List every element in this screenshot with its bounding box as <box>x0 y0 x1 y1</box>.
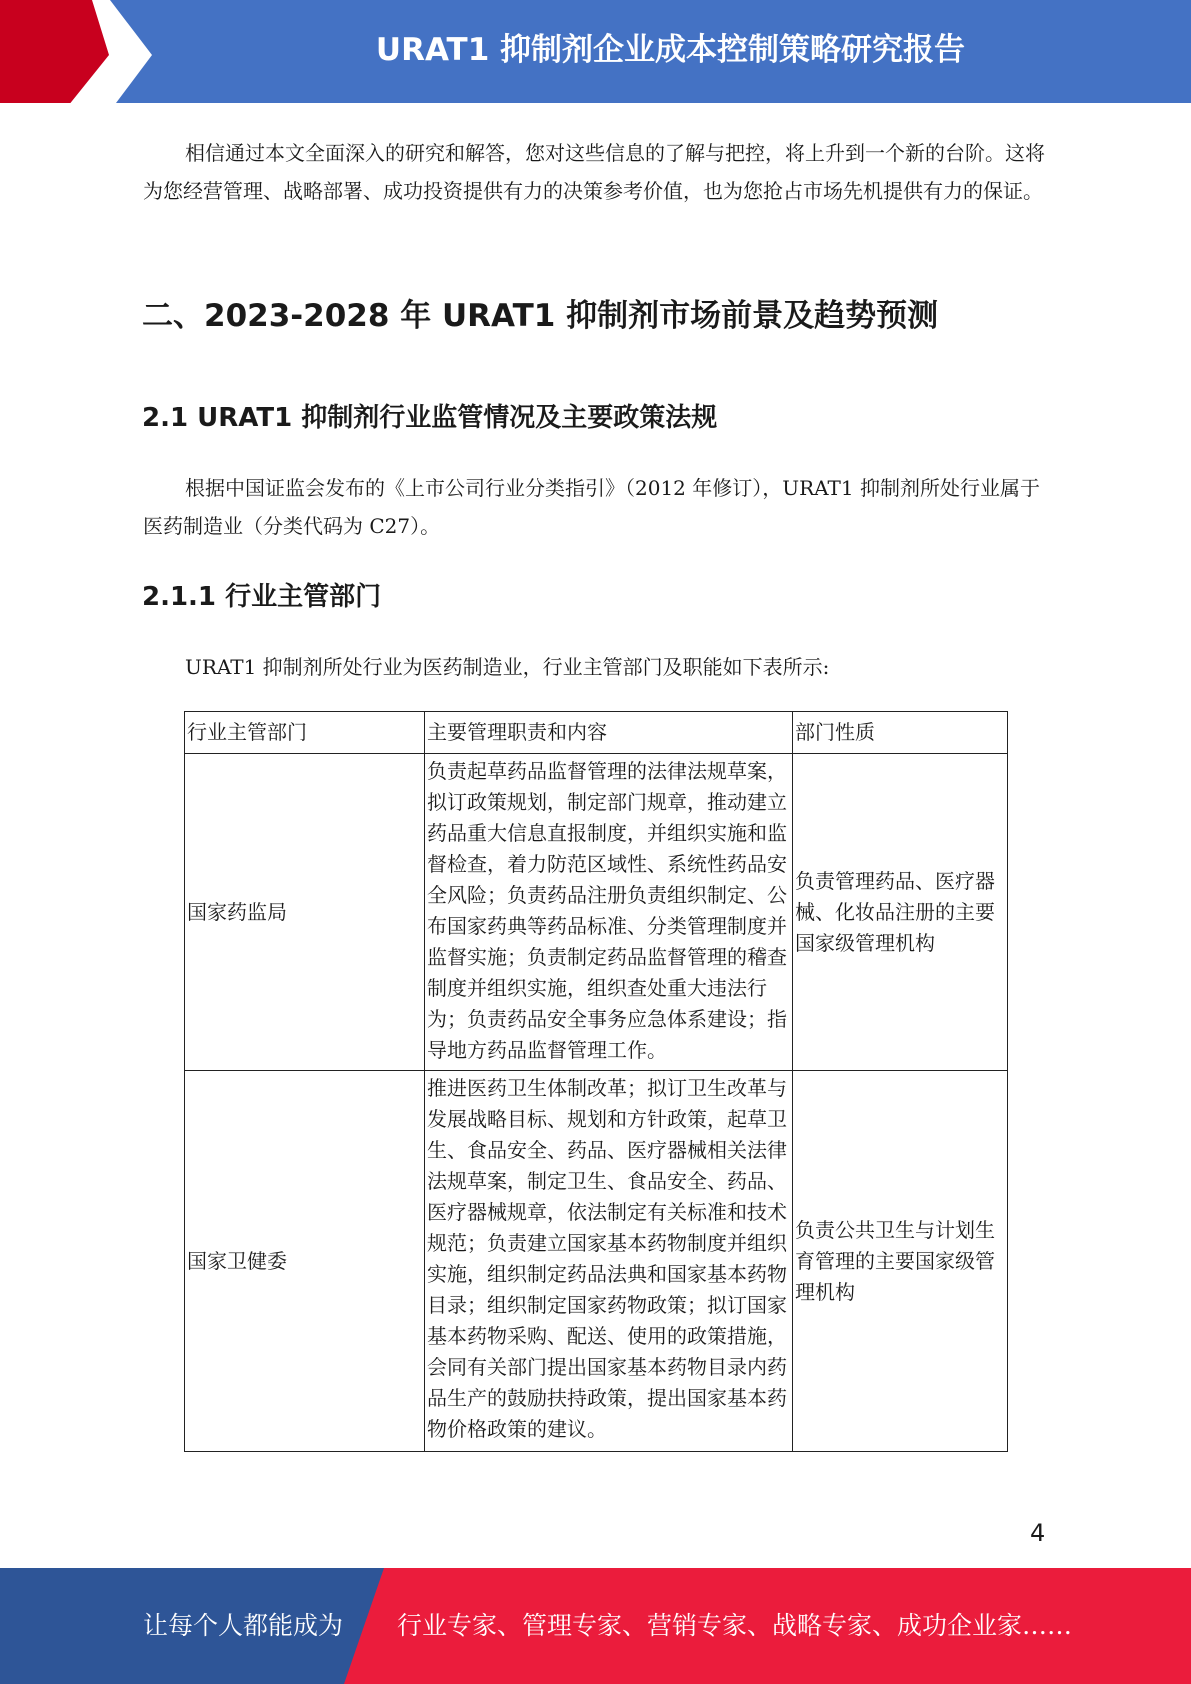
dept-cell: 国家卫健委 <box>185 1071 425 1452</box>
chapter-heading: 二、2023-2028 年 URAT1 抑制剂市场前景及趋势预测 <box>142 298 939 334</box>
dept-cell: 国家药监局 <box>185 754 425 1071</box>
table-row <box>185 1071 1008 1452</box>
table-header-cell: 部门性质 <box>793 712 1008 754</box>
table-header-cell: 主要管理职责和内容 <box>425 712 793 754</box>
footer-slogan-right: 行业专家、管理专家、营销专家、战略专家、成功企业家…… <box>397 1611 1073 1640</box>
authority-table <box>184 711 1008 1452</box>
nature-cell: 负责公共卫生与计划生育管理的主要国家级管理机构 <box>793 1071 1008 1452</box>
page-footer <box>0 1568 1191 1684</box>
page-number: 4 <box>1030 1519 1046 1547</box>
report-title: URAT1 抑制剂企业成本控制策略研究报告 <box>375 32 966 68</box>
section-heading: 2.1 URAT1 抑制剂行业监管情况及主要政策法规 <box>142 403 718 433</box>
table-row <box>185 754 1008 1071</box>
table-header-row <box>185 712 1008 754</box>
classification-paragraph: 根据中国证监会发布的《上市公司行业分类指引》（2012 年修订），URAT1 抑制剂所处行业属于医药制造业（分类代码为 C27）。 <box>143 476 1040 538</box>
nature-cell: 负责管理药品、医疗器械、化妆品注册的主要国家级管理机构 <box>793 754 1008 1071</box>
intro-paragraph: 相信通过本文全面深入的研究和解答，您对这些信息的了解与把控，将上升到一个新的台阶。这将为您经营管理、战略部署、成功投资提供有力的决策参考价值，也为您抢占市场先机提供有力的保证。 <box>143 141 1045 203</box>
table-intro-paragraph: URAT1 抑制剂所处行业为医药制造业，行业主管部门及职能如下表所示: <box>185 655 830 679</box>
duties-cell: 推进医药卫生体制改革；拟订卫生改革与发展战略目标、规划和方针政策，起草卫生、食品安全、药品、医疗器械相关法律法规草案，制定卫生、食品安全、药品、医疗器械规章，依法制定有关标准和技术规范；负责建立国家基本药物制度并组织实施，组织制定药品法典和国家基本药物目录；组织制定国家药物政策；拟订国家基本药物采购、配送、使用的政策措施，会同有关部门提出国家基本药物目录内药品生产的鼓励扶持政策，提出国家基本药物价格政策的建议。 <box>425 1071 793 1452</box>
duties-cell: 负责起草药品监督管理的法律法规草案，拟订政策规划，制定部门规章，推动建立药品重大信息直报制度，并组织实施和监督检查，着力防范区域性、系统性药品安全风险；负责药品注册负责组织制定、公布国家药典等药品标准、分类管理制度并监督实施；负责制定药品监督管理的稽查制度并组织实施，组织查处重大违法行为；负责药品安全事务应急体系建设；指导地方药品监督管理工作。 <box>425 754 793 1071</box>
subsection-heading: 2.1.1 行业主管部门 <box>142 582 382 612</box>
page-header <box>0 0 1191 111</box>
table-header-cell: 行业主管部门 <box>185 712 425 754</box>
footer-slogan-left: 让每个人都能成为 <box>143 1611 344 1640</box>
